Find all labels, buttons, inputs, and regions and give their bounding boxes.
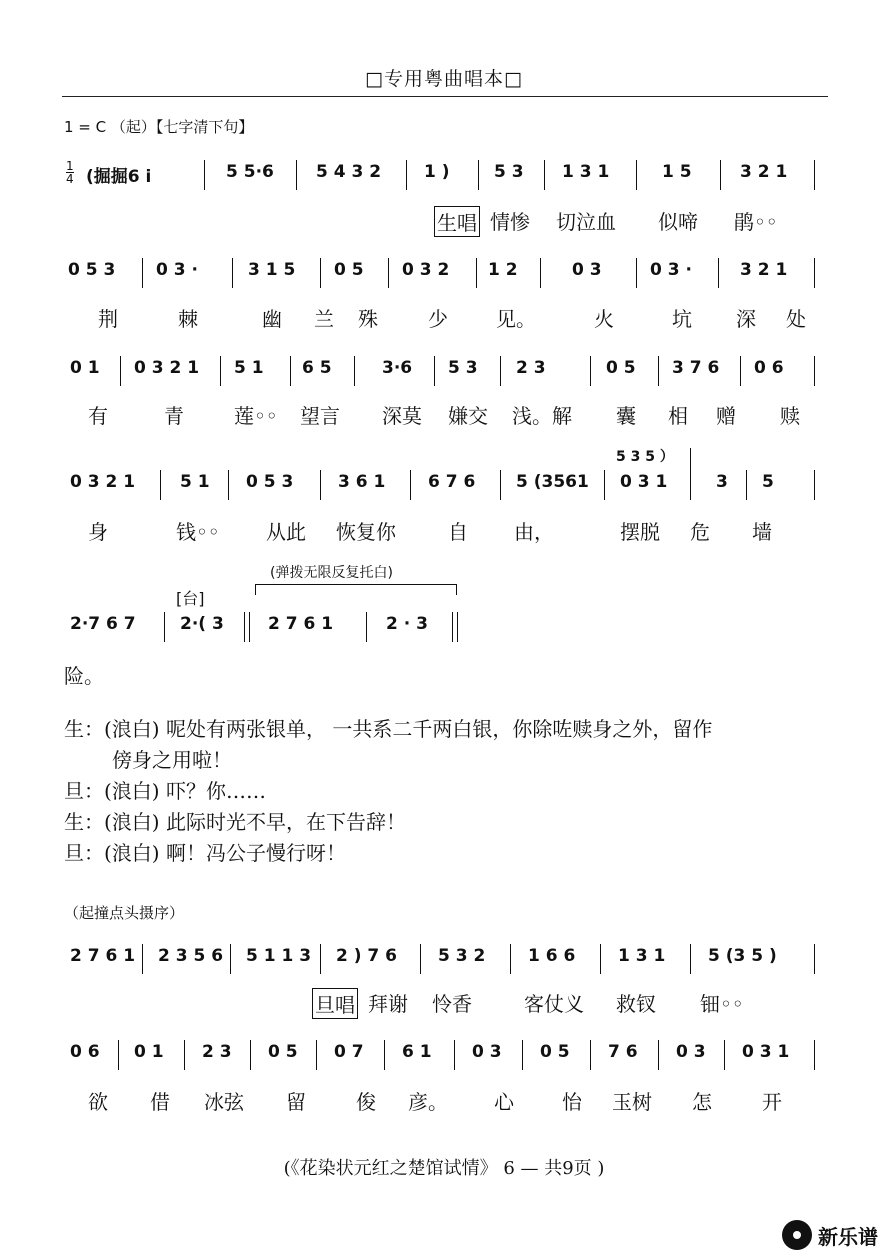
barline	[290, 356, 291, 386]
measure: 0 5	[606, 358, 636, 378]
lyric-row-5	[64, 660, 828, 688]
barline	[814, 470, 815, 500]
measure: 0 7	[334, 1042, 364, 1062]
score-row-6	[64, 944, 828, 974]
barline	[522, 1040, 523, 1070]
logo-text: 新乐谱	[818, 1224, 878, 1249]
page-header: □专用粤曲唱本□	[365, 68, 523, 90]
barline	[590, 1040, 591, 1070]
barline	[232, 258, 233, 288]
barline	[636, 160, 637, 190]
score-row-4	[64, 470, 828, 500]
lyric: 危	[690, 520, 710, 544]
barline	[410, 470, 411, 500]
barline	[600, 944, 601, 974]
lyric: 欲	[88, 1090, 108, 1114]
site-logo	[782, 1220, 878, 1250]
barline	[184, 1040, 185, 1070]
lyric: 深莫	[382, 404, 422, 428]
barline	[366, 612, 367, 642]
barline	[720, 160, 721, 190]
page-footer: (《花染状元红之楚馆试情》 6 — 共9页 )	[283, 1158, 605, 1179]
lyric: 开	[762, 1090, 782, 1114]
lyric: 坑	[672, 307, 692, 331]
lyric: 深	[736, 307, 756, 331]
measure: 0 3 2	[402, 260, 450, 280]
dialogue-line: 傍身之用啦！	[112, 748, 232, 772]
measure: 0 3 2 1	[134, 358, 200, 378]
measure: 6 5	[302, 358, 332, 378]
dialogue-line: 生：(浪白) 呢处有两张银单， 一共系二千两白银，你除咗赎身之外，留作	[64, 717, 713, 741]
barline	[320, 470, 321, 500]
barline	[510, 944, 511, 974]
barline	[540, 258, 541, 288]
measure: 0 6	[70, 1042, 100, 1062]
measure: 0 6	[754, 358, 784, 378]
lyric: 莲◦◦	[234, 404, 278, 428]
barline	[160, 470, 161, 500]
lyric: 怡	[562, 1090, 582, 1114]
barline	[604, 470, 605, 500]
barline	[476, 258, 477, 288]
measure: 5 1	[180, 472, 210, 492]
barline	[544, 160, 545, 190]
lyric: 见。	[496, 307, 536, 331]
measure: 1 6 6	[528, 946, 576, 966]
lyric: 拜谢	[368, 992, 408, 1016]
measure: 0 3 ·	[156, 260, 198, 280]
lyric: 借	[150, 1090, 170, 1114]
key-signature: 1 = C （起）【七字清下句】	[64, 118, 254, 136]
lyric: 摆脱	[620, 520, 660, 544]
lyric: 自	[448, 520, 468, 544]
barline	[420, 944, 421, 974]
measure: 0 3	[472, 1042, 502, 1062]
tai-label: [台]	[176, 589, 205, 608]
barline	[814, 258, 815, 288]
measure: 0 3 1	[742, 1042, 790, 1062]
score-row-3	[64, 356, 828, 386]
lyric: 救钗	[616, 992, 656, 1016]
barline	[658, 1040, 659, 1070]
barline	[500, 356, 501, 386]
barline	[500, 470, 501, 500]
loop-label: (弹拨无限反复托白)	[270, 565, 393, 581]
barline	[724, 1040, 725, 1070]
score-row-5	[64, 612, 828, 642]
lyric: 切泣血	[556, 210, 616, 234]
dialogue-block	[64, 714, 824, 869]
lyric: 玉树	[612, 1090, 652, 1114]
measure: 2 7 6 1	[268, 614, 334, 634]
barline	[320, 944, 321, 974]
measure: 1 )	[424, 162, 450, 182]
measure: 3 1 5	[248, 260, 296, 280]
lyric: 鹃◦◦	[734, 210, 778, 234]
barline	[118, 1040, 119, 1070]
lyric-row-4	[64, 516, 828, 544]
vinyl-disc-icon	[782, 1220, 812, 1250]
repeat-bracket	[255, 584, 457, 595]
measure: 0 5 3	[68, 260, 116, 280]
lyric: 由，	[514, 520, 554, 544]
measure: 6 1	[402, 1042, 432, 1062]
barline	[406, 160, 407, 190]
measure: 0 3 2 1	[70, 472, 136, 492]
lyric: 留	[286, 1090, 306, 1114]
role-label: 旦唱	[312, 988, 358, 1019]
lyric: 客仗义	[524, 992, 584, 1016]
lyric: 青	[164, 404, 184, 428]
measure: 1 3 1	[618, 946, 666, 966]
barline	[454, 1040, 455, 1070]
measure: 0 3	[572, 260, 602, 280]
barline	[250, 1040, 251, 1070]
lyric: 钿◦◦	[700, 992, 744, 1016]
score-row-2	[64, 258, 828, 288]
measure: 2·7 6 7	[70, 614, 136, 634]
barline	[384, 1040, 385, 1070]
barline	[740, 356, 741, 386]
dialogue-line: 旦：(浪白) 啊！冯公子慢行呀！	[64, 841, 346, 865]
barline	[478, 160, 479, 190]
barline	[320, 258, 321, 288]
barline	[658, 356, 659, 386]
lyric-row-7	[64, 1086, 828, 1114]
lyric-row-2	[64, 303, 828, 331]
measure: 7 6	[608, 1042, 638, 1062]
measure: 3 6 1	[338, 472, 386, 492]
measure: 5 3 2	[438, 946, 486, 966]
lyric: 钱◦◦	[176, 520, 220, 544]
lyric: 荆	[98, 307, 118, 331]
measure: 2 7 6 1	[70, 946, 136, 966]
section-label: （起撞点头摄序）	[64, 904, 185, 922]
double-barline	[244, 612, 250, 642]
lyric-row-1	[64, 206, 828, 234]
role-label: 生唱	[434, 206, 480, 237]
measure: 5 1 1 3	[246, 946, 312, 966]
time-signature-top: 1	[66, 159, 74, 173]
lyric: 从此	[266, 520, 306, 544]
lyric: 火	[594, 307, 614, 331]
measure: 5	[762, 472, 774, 492]
measure: 6 7 6	[428, 472, 476, 492]
lyric: 俊	[356, 1090, 376, 1114]
measure: 5 3	[448, 358, 478, 378]
barline	[814, 160, 815, 190]
barline	[814, 944, 815, 974]
barline	[316, 1040, 317, 1070]
barline	[220, 356, 221, 386]
lyric: 相	[668, 404, 688, 428]
measure: 2·( 3	[180, 614, 224, 634]
measure: 1 5	[662, 162, 692, 182]
lyric: 墙	[752, 520, 772, 544]
lyric: 赠	[716, 404, 736, 428]
lyric: 怜香	[432, 992, 472, 1016]
lyric: 赎	[780, 404, 800, 428]
measure: 3	[716, 472, 728, 492]
barline	[388, 258, 389, 288]
barline	[228, 470, 229, 500]
barline	[142, 258, 143, 288]
measure: 5 (3 5 )	[708, 946, 777, 966]
measure: 0 1	[134, 1042, 164, 1062]
barline	[164, 612, 165, 642]
measure: 5 3	[494, 162, 524, 182]
measure: 3·6	[382, 358, 413, 378]
barline	[814, 1040, 815, 1070]
lyric: 怎	[692, 1090, 712, 1114]
measure: 0 3	[676, 1042, 706, 1062]
barline	[746, 470, 747, 500]
measure: 5 4 3 2	[316, 162, 382, 182]
measure: 5 (3561	[516, 472, 589, 492]
measure: 3 2 1	[740, 260, 788, 280]
measure: 0 5	[540, 1042, 570, 1062]
lyric-row-6	[64, 988, 828, 1016]
measure: 0 1	[70, 358, 100, 378]
lyric: 心	[494, 1090, 514, 1114]
lyric: 彦。	[408, 1090, 448, 1114]
lyric: 处	[786, 307, 806, 331]
measure: (掘掘6 i	[86, 167, 152, 187]
measure: 1 2	[488, 260, 518, 280]
lyric: 身	[88, 520, 108, 544]
header-rule	[62, 96, 828, 97]
small-notes: 5 3 5 ）	[616, 449, 674, 465]
lyric: 嫌交	[448, 404, 488, 428]
lyric: 冰弦	[204, 1090, 244, 1114]
time-signature-bottom: 4	[66, 172, 74, 186]
barline	[814, 356, 815, 386]
measure: 3 7 6	[672, 358, 720, 378]
measure: 5 1	[234, 358, 264, 378]
lyric: 望言	[300, 404, 340, 428]
barline	[636, 258, 637, 288]
lyric: 情惨	[490, 210, 530, 234]
measure: 0 5 3	[246, 472, 294, 492]
measure: 2 ) 7 6	[336, 946, 398, 966]
barline	[296, 160, 297, 190]
lyric: 兰	[314, 307, 334, 331]
dialogue-line: 生：(浪白) 此际时光不早，在下告辞！	[64, 810, 406, 834]
lyric: 囊	[616, 404, 636, 428]
measure: 2 3	[202, 1042, 232, 1062]
lyric: 殊	[358, 307, 378, 331]
lyric: 有	[88, 404, 108, 428]
barline	[354, 356, 355, 386]
barline	[142, 944, 143, 974]
lyric: 似啼	[658, 210, 698, 234]
lyric: 棘	[178, 307, 198, 331]
barline	[590, 356, 591, 386]
measure: 0 3 1	[620, 472, 668, 492]
barline	[204, 160, 205, 190]
measure: 5 5·6	[226, 162, 274, 182]
lyric: 恢复你	[336, 520, 396, 544]
barline	[120, 356, 121, 386]
score-row-7	[64, 1040, 828, 1070]
barline	[718, 258, 719, 288]
measure: 2 3	[516, 358, 546, 378]
lyric: 险。	[64, 664, 104, 688]
lyric: 浅。解	[512, 404, 572, 428]
barline	[434, 356, 435, 386]
measure: 3 2 1	[740, 162, 788, 182]
lyric-row-3	[64, 400, 828, 428]
double-barline	[452, 612, 458, 642]
lyric: 少	[428, 307, 448, 331]
barline	[690, 448, 691, 500]
barline	[230, 944, 231, 974]
measure: 0 5	[334, 260, 364, 280]
measure: 2 · 3	[386, 614, 428, 634]
measure: 1 3 1	[562, 162, 610, 182]
measure: 0 3 ·	[650, 260, 692, 280]
lyric: 幽	[262, 307, 282, 331]
measure: 2 3 5 6	[158, 946, 224, 966]
barline	[690, 944, 691, 974]
score-row-1	[64, 160, 828, 190]
dialogue-line: 旦：(浪白) 吓？你……	[64, 779, 266, 803]
measure: 0 5	[268, 1042, 298, 1062]
